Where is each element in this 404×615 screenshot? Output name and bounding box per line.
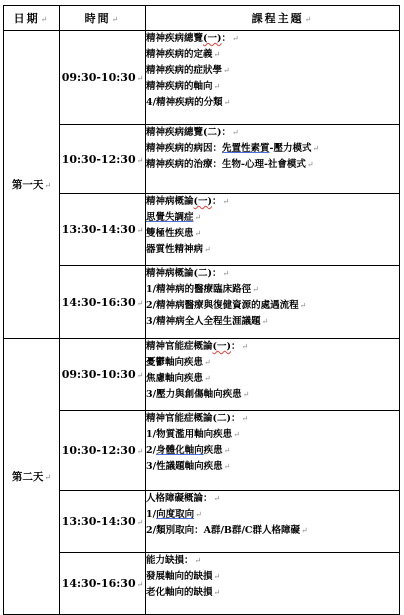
topic-line: 精神病概論(二)：↵ <box>146 268 230 279</box>
topic-line: 1/物質濫用軸向疾患↵ <box>146 429 240 440</box>
table-row <box>4 266 400 339</box>
topic-line: 精神疾病的軸向↵ <box>146 81 221 92</box>
topic-line: 2/精神病醫療與復健資源的處遇流程↵ <box>146 300 307 311</box>
topic-line: 精神疾病的病因：先置性素質-壓力模式↵ <box>146 143 320 154</box>
time-cell: 13:30-14:30↵ <box>60 491 146 553</box>
topic-line: 精神疾病的治療：生物-心理-社會模式↵ <box>146 159 314 170</box>
topic-line: 2/類別取向：A群/B群/C群人格障礙↵ <box>146 525 308 536</box>
topic-line: 3/性議題軸向疾患↵ <box>146 461 231 472</box>
time-cell: 14:30-16:30↵ <box>60 553 146 615</box>
time-cell: 10:30-12:30↵ <box>60 411 146 491</box>
topic-cell <box>146 411 400 491</box>
topic-line: 精神病概論(一)：↵ <box>146 196 230 207</box>
time-cell: 10:30-12:30↵ <box>60 125 146 194</box>
topic-line: 人格障礙概論：↵ <box>146 493 221 504</box>
header-day: 日期↵ <box>4 6 60 31</box>
table-row <box>4 339 400 411</box>
topic-line: 精神疾病總覽(二)：↵ <box>146 127 239 138</box>
topic-line: 焦慮軸向疾患↵ <box>146 373 211 384</box>
topic-line: 器質性精神病↵ <box>146 244 211 255</box>
topic-line: 2/身體化軸向疾患↵ <box>146 445 231 456</box>
topic-line: 老化軸向的缺損↵ <box>146 587 221 598</box>
topic-line: 1/向度取向↵ <box>146 509 202 520</box>
day-cell-2: 第二天↵ <box>4 339 60 615</box>
topic-line: 精神官能症概論(二)：↵ <box>146 413 249 424</box>
time-cell: 09:30-10:30↵ <box>60 339 146 411</box>
time-cell: 14:30-16:30↵ <box>60 266 146 339</box>
header-topic: 課程主題↵ <box>146 6 400 31</box>
topic-line: 雙極性疾患↵ <box>146 228 202 239</box>
course-schedule-table <box>3 5 400 615</box>
topic-line: 憂鬱軸向疾患↵ <box>146 357 211 368</box>
topic-line: 精神官能症概論(一)：↵ <box>146 341 249 352</box>
table-row <box>4 411 400 491</box>
topic-line: 1/精神病的醫療臨床路徑↵ <box>146 284 259 295</box>
topic-cell <box>146 553 400 615</box>
topic-cell <box>146 491 400 553</box>
table-header-row <box>4 6 400 31</box>
topic-cell <box>146 266 400 339</box>
topic-line: 精神疾病的定義↵ <box>146 49 221 60</box>
topic-line: 發展軸向的缺損↵ <box>146 571 221 582</box>
topic-line: 3/精神病全人全程生涯議題↵ <box>146 316 269 327</box>
table-row <box>4 125 400 194</box>
table-row <box>4 31 400 125</box>
topic-line: 精神疾病總覽(一)：↵ <box>146 33 239 44</box>
topic-cell <box>146 194 400 266</box>
topic-cell <box>146 31 400 125</box>
topic-cell <box>146 339 400 411</box>
topic-line: 4/精神疾病的分類↵ <box>146 97 231 108</box>
topic-line: 精神疾病的症狀學↵ <box>146 65 230 76</box>
time-cell: 13:30-14:30↵ <box>60 194 146 266</box>
topic-line: 思覺失調症↵ <box>146 212 202 223</box>
header-time: 時間↵ <box>60 6 146 31</box>
table-row <box>4 491 400 553</box>
day-cell-1: 第一天↵ <box>4 31 60 339</box>
topic-line: 能力缺損：↵ <box>146 555 202 566</box>
topic-line: 3/壓力與創傷軸向疾患↵ <box>146 389 250 400</box>
topic-cell <box>146 125 400 194</box>
table-row <box>4 553 400 615</box>
time-cell: 09:30-10:30↵ <box>60 31 146 125</box>
table-row <box>4 194 400 266</box>
